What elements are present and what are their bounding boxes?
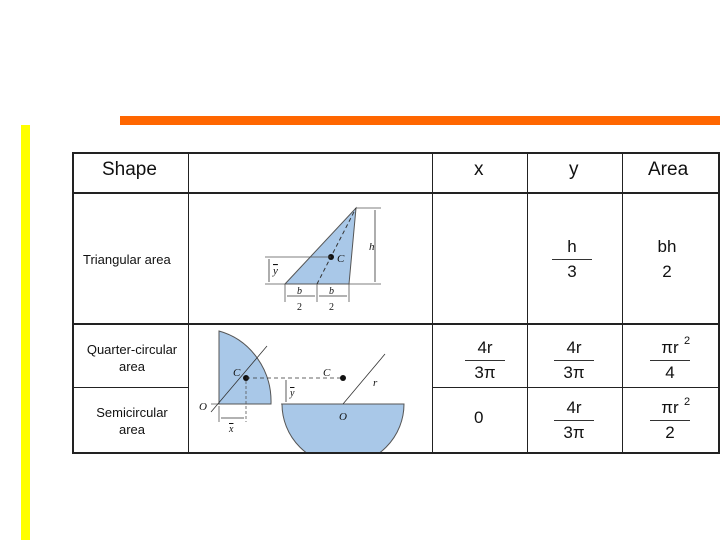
fraction-bar [465,360,505,361]
table-border-left [72,152,74,454]
triangle-y-fraction [552,237,592,282]
header-y: y [569,159,579,180]
centroid-table [72,152,720,455]
b-label-right: b [329,286,334,297]
triangle-y-num: h [567,237,577,256]
semi-y-fraction [554,398,594,443]
row-label-semi-line2: area [118,422,146,437]
row-divider-2-right [432,387,720,388]
row-label-triangular: Triangular area [83,252,171,267]
triangle-y-den: 3 [567,262,577,281]
triangle-area-fraction [647,237,687,282]
quarter-y-den: 3π [563,363,585,382]
quarter-area-exponent: 2 [684,335,691,347]
row-label-semicircular [76,404,188,438]
header-area: Area [648,159,689,180]
yellow-accent-bar [21,125,30,540]
quarter-c-label: C [233,367,241,379]
semi-area-exponent: 2 [684,396,691,408]
semi-c-label: C [323,367,331,379]
quarter-y-num: 4r [566,338,582,357]
fraction-bar [650,420,690,421]
two-label-left: 2 [297,302,302,313]
semi-centroid-dot [340,375,346,381]
quarter-xbar-label: x [229,424,234,435]
quarter-area-den: 4 [665,363,675,382]
fraction-bar [552,259,592,260]
semi-o-label: O [339,411,347,423]
two-label-right: 2 [329,302,334,313]
semi-area-den: 2 [665,423,675,442]
row-label-semi-line1: Semicircular [96,405,168,420]
quarter-area-num: πr [661,338,679,357]
semi-r-label: r [373,377,378,389]
row-label-quarter-circular [76,341,188,375]
header-shape: Shape [102,159,157,180]
triangle-c-label: C [337,253,345,265]
quarter-x-num: 4r [477,338,493,357]
b-label-left: b [297,286,302,297]
row-label-quarter-line1: Quarter-circular [86,342,178,357]
orange-accent-bar [120,116,720,125]
circles-ybar-label: y [290,388,295,399]
semi-y-num: 4r [566,398,582,417]
semi-area-num: πr [661,398,679,417]
triangle-area-den: 2 [662,262,672,281]
semi-x-value: 0 [474,408,484,427]
triangle-area-num: bh [657,237,677,256]
triangle-h-label: h [369,241,375,253]
quarter-x-fraction [465,338,505,383]
row-label-quarter-line2: area [118,359,146,374]
quarter-o-label: O [199,401,207,413]
fraction-bar [554,360,594,361]
triangle-ybar-label: y [273,265,278,277]
fraction-bar [650,360,690,361]
col-divider-y [622,152,623,454]
quarter-x-den: 3π [474,363,496,382]
triangle-figure [189,194,432,323]
semi-y-den: 3π [563,423,585,442]
row-divider-2-left [72,387,188,388]
quarter-y-fraction [554,338,594,383]
col-divider-figure [432,152,433,454]
triangle-shape [285,208,356,284]
semi-radius [343,354,385,404]
fraction-bar [554,420,594,421]
header-x: x [474,159,484,180]
col-divider-x [527,152,528,454]
circles-figure [189,326,432,452]
